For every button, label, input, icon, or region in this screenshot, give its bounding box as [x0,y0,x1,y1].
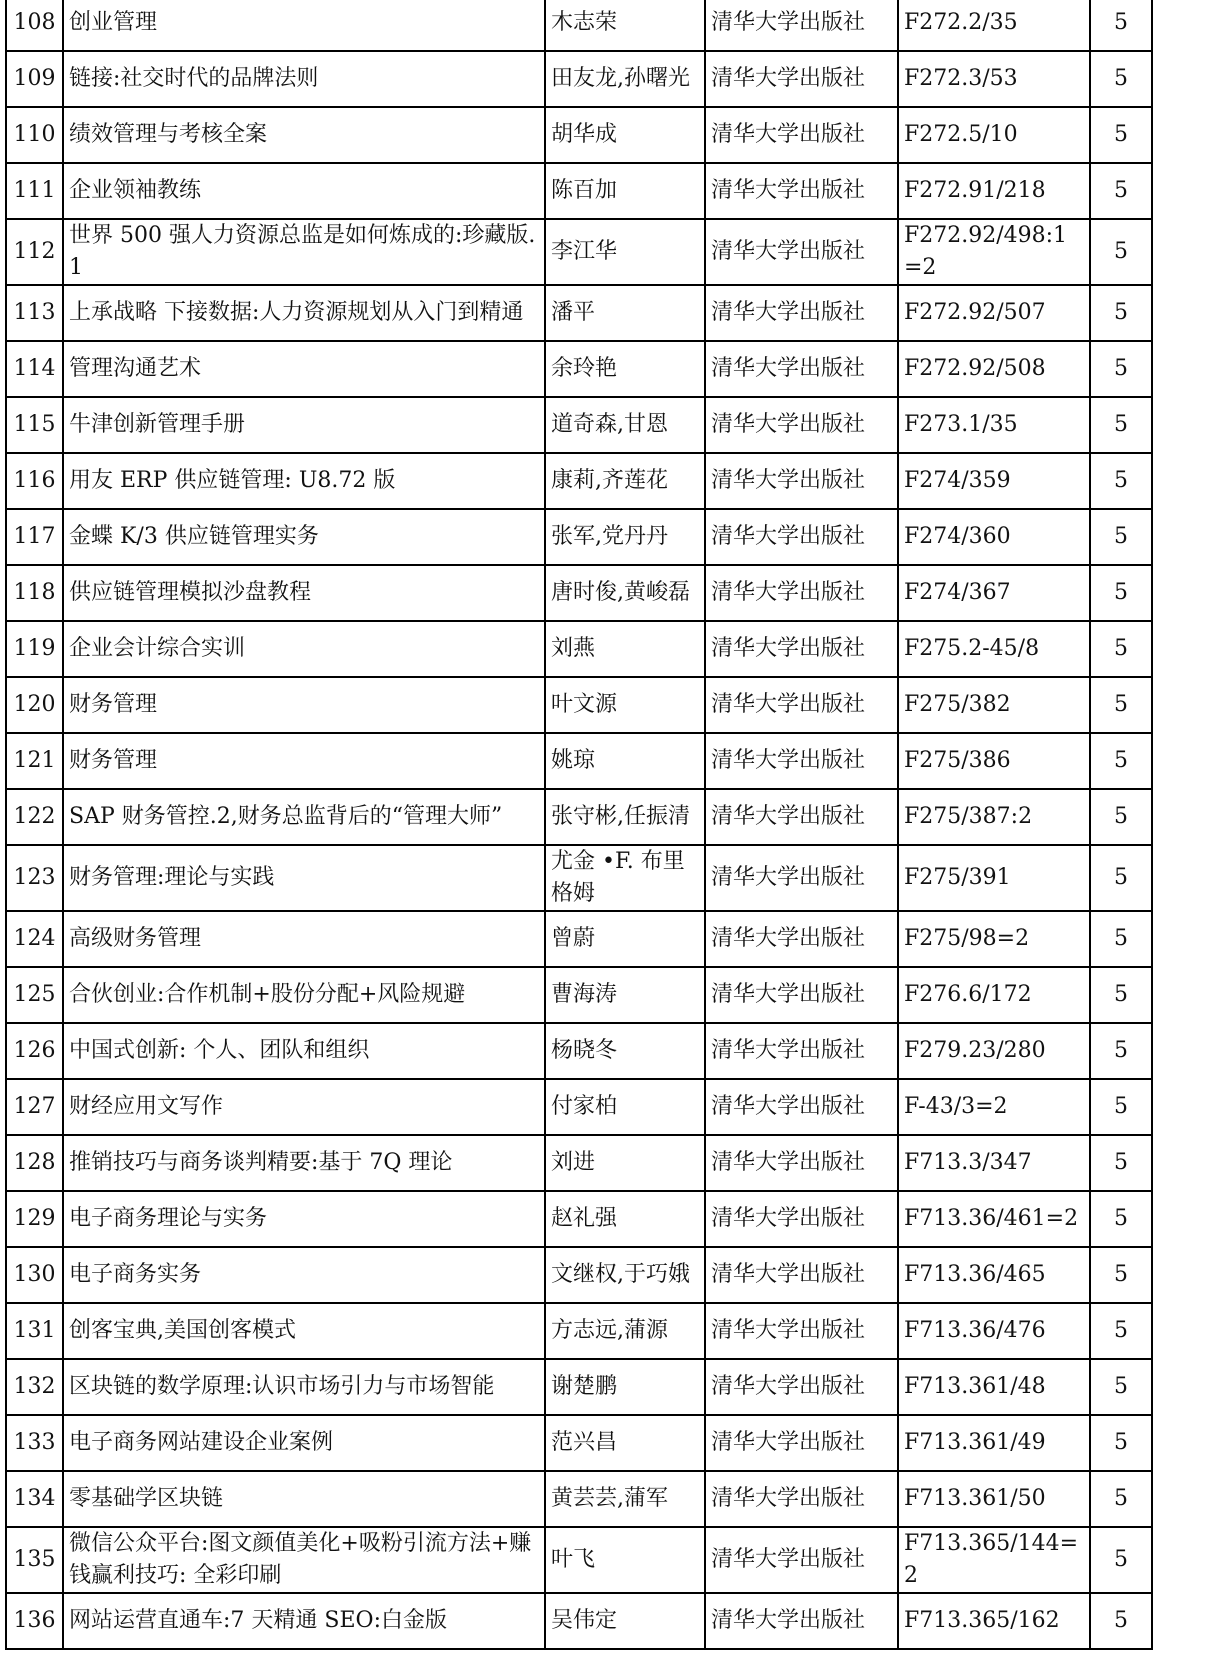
book-title-cell: 牛津创新管理手册 [63,397,545,453]
row-number-cell: 116 [6,453,63,509]
row-number-cell: 117 [6,509,63,565]
call-number-cell: F713.3/347 [898,1135,1090,1191]
author-cell: 康莉,齐莲花 [545,453,705,509]
table-row [6,621,1152,677]
call-number-cell: F-43/3=2 [898,1079,1090,1135]
book-title-cell: SAP 财务管控.2,财务总监背后的“管理大师” [63,789,545,845]
row-number-cell: 124 [6,911,63,967]
author-cell: 黄芸芸,蒲军 [545,1471,705,1527]
publisher-cell: 清华大学出版社 [705,1023,898,1079]
author-cell: 谢楚鹏 [545,1359,705,1415]
call-number-cell: F272.92/508 [898,341,1090,397]
quantity-cell: 5 [1090,107,1152,163]
table-row [6,397,1152,453]
publisher-cell: 清华大学出版社 [705,285,898,341]
call-number-cell: F713.361/48 [898,1359,1090,1415]
quantity-cell: 5 [1090,509,1152,565]
quantity-cell: 5 [1090,1023,1152,1079]
call-number-cell: F713.36/465 [898,1247,1090,1303]
row-number-cell: 122 [6,789,63,845]
table-row [6,845,1152,911]
author-cell: 张军,党丹丹 [545,509,705,565]
author-cell: 付家柏 [545,1079,705,1135]
author-cell: 陈百加 [545,163,705,219]
book-title-cell: 创业管理 [63,0,545,51]
publisher-cell: 清华大学出版社 [705,789,898,845]
author-cell: 刘燕 [545,621,705,677]
publisher-cell: 清华大学出版社 [705,0,898,51]
quantity-cell: 5 [1090,967,1152,1023]
call-number-cell: F272.5/10 [898,107,1090,163]
publisher-cell: 清华大学出版社 [705,1359,898,1415]
call-number-cell: F273.1/35 [898,397,1090,453]
table-row [6,789,1152,845]
publisher-cell: 清华大学出版社 [705,107,898,163]
quantity-cell: 5 [1090,1135,1152,1191]
publisher-cell: 清华大学出版社 [705,845,898,911]
book-list-table [5,0,1153,1650]
author-cell: 文继权,于巧娥 [545,1247,705,1303]
book-title-cell: 绩效管理与考核全案 [63,107,545,163]
row-number-cell: 126 [6,1023,63,1079]
publisher-cell: 清华大学出版社 [705,341,898,397]
book-title-cell: 财务管理:理论与实践 [63,845,545,911]
call-number-cell: F276.6/172 [898,967,1090,1023]
publisher-cell: 清华大学出版社 [705,565,898,621]
quantity-cell: 5 [1090,1247,1152,1303]
row-number-cell: 133 [6,1415,63,1471]
publisher-cell: 清华大学出版社 [705,51,898,107]
call-number-cell: F275/391 [898,845,1090,911]
table-row [6,341,1152,397]
row-number-cell: 121 [6,733,63,789]
call-number-cell: F272.91/218 [898,163,1090,219]
publisher-cell: 清华大学出版社 [705,509,898,565]
quantity-cell: 5 [1090,1191,1152,1247]
row-number-cell: 114 [6,341,63,397]
table-row [6,565,1152,621]
call-number-cell: F279.23/280 [898,1023,1090,1079]
call-number-cell: F713.36/461=2 [898,1191,1090,1247]
quantity-cell: 5 [1090,789,1152,845]
row-number-cell: 134 [6,1471,63,1527]
row-number-cell: 132 [6,1359,63,1415]
row-number-cell: 131 [6,1303,63,1359]
quantity-cell: 5 [1090,677,1152,733]
publisher-cell: 清华大学出版社 [705,967,898,1023]
quantity-cell: 5 [1090,911,1152,967]
publisher-cell: 清华大学出版社 [705,1303,898,1359]
row-number-cell: 120 [6,677,63,733]
quantity-cell: 5 [1090,733,1152,789]
book-title-cell: 上承战略 下接数据:人力资源规划从入门到精通 [63,285,545,341]
book-title-cell: 区块链的数学原理:认识市场引力与市场智能 [63,1359,545,1415]
publisher-cell: 清华大学出版社 [705,219,898,285]
row-number-cell: 135 [6,1527,63,1593]
quantity-cell: 5 [1090,1079,1152,1135]
call-number-cell: F274/367 [898,565,1090,621]
table-row [6,967,1152,1023]
author-cell: 张守彬,任振清 [545,789,705,845]
book-title-cell: 链接:社交时代的品牌法则 [63,51,545,107]
publisher-cell: 清华大学出版社 [705,1415,898,1471]
quantity-cell: 5 [1090,219,1152,285]
author-cell: 胡华成 [545,107,705,163]
call-number-cell: F275/382 [898,677,1090,733]
author-cell: 姚琼 [545,733,705,789]
book-title-cell: 合伙创业:合作机制+股份分配+风险规避 [63,967,545,1023]
row-number-cell: 129 [6,1191,63,1247]
author-cell: 方志远,蒲源 [545,1303,705,1359]
book-title-cell: 管理沟通艺术 [63,341,545,397]
call-number-cell: F274/360 [898,509,1090,565]
row-number-cell: 111 [6,163,63,219]
book-title-cell: 推销技巧与商务谈判精要:基于 7Q 理论 [63,1135,545,1191]
publisher-cell: 清华大学出版社 [705,733,898,789]
author-cell: 曹海涛 [545,967,705,1023]
publisher-cell: 清华大学出版社 [705,163,898,219]
call-number-cell: F275/98=2 [898,911,1090,967]
publisher-cell: 清华大学出版社 [705,1527,898,1593]
book-title-cell: 财务管理 [63,733,545,789]
publisher-cell: 清华大学出版社 [705,911,898,967]
quantity-cell: 5 [1090,0,1152,51]
table-row [6,0,1152,51]
author-cell: 叶文源 [545,677,705,733]
table-row [6,1135,1152,1191]
author-cell: 潘平 [545,285,705,341]
table-row [6,163,1152,219]
row-number-cell: 115 [6,397,63,453]
author-cell: 木志荣 [545,0,705,51]
row-number-cell: 125 [6,967,63,1023]
table-row [6,107,1152,163]
table-row [6,1415,1152,1471]
row-number-cell: 118 [6,565,63,621]
table-row [6,1303,1152,1359]
book-title-cell: 用友 ERP 供应链管理: U8.72 版 [63,453,545,509]
book-title-cell: 创客宝典,美国创客模式 [63,1303,545,1359]
table-row [6,1359,1152,1415]
author-cell: 尤金 •F. 布里格姆 [545,845,705,911]
row-number-cell: 109 [6,51,63,107]
publisher-cell: 清华大学出版社 [705,1247,898,1303]
table-row [6,677,1152,733]
table-row [6,285,1152,341]
author-cell: 范兴昌 [545,1415,705,1471]
table-row [6,453,1152,509]
table-row [6,1593,1152,1649]
call-number-cell: F713.361/49 [898,1415,1090,1471]
author-cell: 田友龙,孙曙光 [545,51,705,107]
author-cell: 道奇森,甘恩 [545,397,705,453]
publisher-cell: 清华大学出版社 [705,621,898,677]
publisher-cell: 清华大学出版社 [705,1191,898,1247]
call-number-cell: F713.365/162 [898,1593,1090,1649]
row-number-cell: 112 [6,219,63,285]
table-body [6,0,1152,1649]
book-title-cell: 财经应用文写作 [63,1079,545,1135]
call-number-cell: F274/359 [898,453,1090,509]
table-row [6,1247,1152,1303]
author-cell: 杨晓冬 [545,1023,705,1079]
call-number-cell: F275/386 [898,733,1090,789]
row-number-cell: 136 [6,1593,63,1649]
table-row [6,509,1152,565]
quantity-cell: 5 [1090,1359,1152,1415]
author-cell: 赵礼强 [545,1191,705,1247]
quantity-cell: 5 [1090,1527,1152,1593]
table-row [6,51,1152,107]
quantity-cell: 5 [1090,453,1152,509]
quantity-cell: 5 [1090,1303,1152,1359]
quantity-cell: 5 [1090,1471,1152,1527]
book-title-cell: 财务管理 [63,677,545,733]
book-title-cell: 微信公众平台:图文颜值美化+吸粉引流方法+赚钱赢利技巧: 全彩印刷 [63,1527,545,1593]
call-number-cell: F272.92/498:1=2 [898,219,1090,285]
table-row [6,911,1152,967]
table-row [6,1527,1152,1593]
book-title-cell: 金蝶 K/3 供应链管理实务 [63,509,545,565]
publisher-cell: 清华大学出版社 [705,677,898,733]
book-title-cell: 零基础学区块链 [63,1471,545,1527]
publisher-cell: 清华大学出版社 [705,1135,898,1191]
book-title-cell: 世界 500 强人力资源总监是如何炼成的:珍藏版.1 [63,219,545,285]
quantity-cell: 5 [1090,1415,1152,1471]
publisher-cell: 清华大学出版社 [705,1593,898,1649]
author-cell: 唐时俊,黄峻磊 [545,565,705,621]
call-number-cell: F272.2/35 [898,0,1090,51]
author-cell: 叶飞 [545,1527,705,1593]
quantity-cell: 5 [1090,341,1152,397]
row-number-cell: 119 [6,621,63,677]
quantity-cell: 5 [1090,51,1152,107]
book-title-cell: 电子商务理论与实务 [63,1191,545,1247]
publisher-cell: 清华大学出版社 [705,397,898,453]
row-number-cell: 110 [6,107,63,163]
publisher-cell: 清华大学出版社 [705,453,898,509]
table-row [6,1023,1152,1079]
row-number-cell: 128 [6,1135,63,1191]
book-title-cell: 企业会计综合实训 [63,621,545,677]
call-number-cell: F272.3/53 [898,51,1090,107]
row-number-cell: 130 [6,1247,63,1303]
row-number-cell: 127 [6,1079,63,1135]
quantity-cell: 5 [1090,285,1152,341]
row-number-cell: 123 [6,845,63,911]
book-title-cell: 高级财务管理 [63,911,545,967]
row-number-cell: 113 [6,285,63,341]
quantity-cell: 5 [1090,1593,1152,1649]
author-cell: 刘进 [545,1135,705,1191]
table-row [6,1471,1152,1527]
table-row [6,219,1152,285]
quantity-cell: 5 [1090,565,1152,621]
book-title-cell: 电子商务网站建设企业案例 [63,1415,545,1471]
quantity-cell: 5 [1090,621,1152,677]
book-title-cell: 企业领袖教练 [63,163,545,219]
call-number-cell: F713.361/50 [898,1471,1090,1527]
call-number-cell: F275.2-45/8 [898,621,1090,677]
publisher-cell: 清华大学出版社 [705,1471,898,1527]
book-title-cell: 电子商务实务 [63,1247,545,1303]
book-title-cell: 供应链管理模拟沙盘教程 [63,565,545,621]
author-cell: 李江华 [545,219,705,285]
row-number-cell: 108 [6,0,63,51]
book-title-cell: 中国式创新: 个人、团队和组织 [63,1023,545,1079]
table-row [6,1191,1152,1247]
quantity-cell: 5 [1090,397,1152,453]
call-number-cell: F275/387:2 [898,789,1090,845]
publisher-cell: 清华大学出版社 [705,1079,898,1135]
call-number-cell: F713.365/144=2 [898,1527,1090,1593]
quantity-cell: 5 [1090,163,1152,219]
table-row [6,733,1152,789]
call-number-cell: F713.36/476 [898,1303,1090,1359]
book-title-cell: 网站运营直通车:7 天精通 SEO:白金版 [63,1593,545,1649]
quantity-cell: 5 [1090,845,1152,911]
author-cell: 余玲艳 [545,341,705,397]
author-cell: 曾蔚 [545,911,705,967]
call-number-cell: F272.92/507 [898,285,1090,341]
author-cell: 吴伟定 [545,1593,705,1649]
table-row [6,1079,1152,1135]
